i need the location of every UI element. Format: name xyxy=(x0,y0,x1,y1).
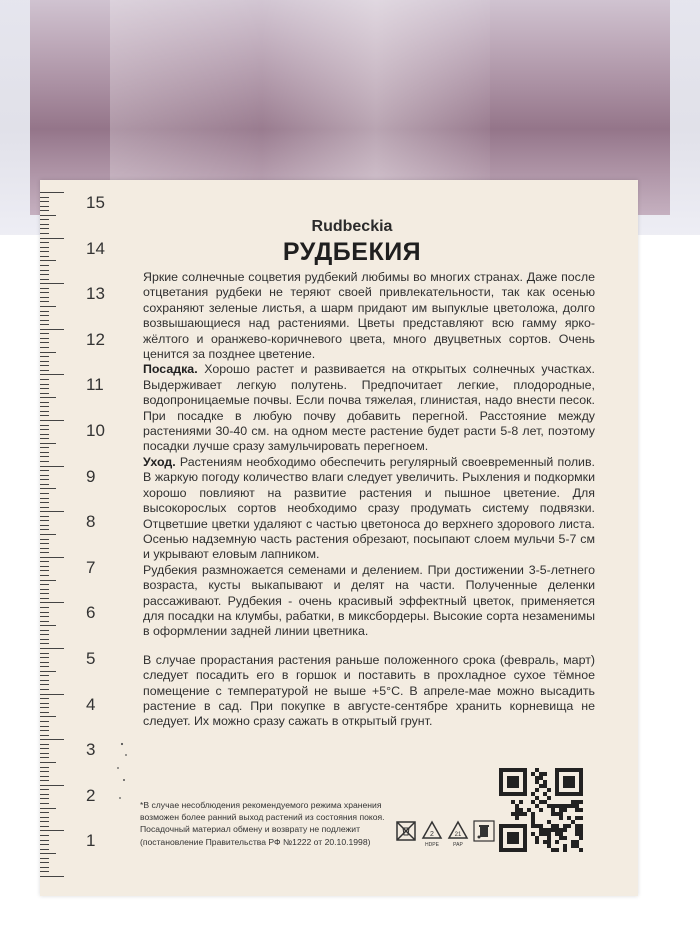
ruler-tick xyxy=(40,370,49,371)
footnote-return: Посадочный материал обмену и возврату не подлежит (постановление Правительства РФ №1222 от 20.10.1998) xyxy=(140,824,371,847)
ruler-number: 5 xyxy=(86,649,96,668)
ruler-tick xyxy=(40,242,49,243)
ruler-tick xyxy=(40,612,49,613)
ruler-tick xyxy=(40,721,49,722)
ruler-tick xyxy=(40,849,49,850)
footnote xyxy=(140,799,395,848)
ruler-tick xyxy=(40,452,49,453)
ruler-number: 13 xyxy=(86,284,105,304)
ruler-number: 2 xyxy=(86,785,96,805)
ruler-tick xyxy=(40,456,49,457)
ruler-tick xyxy=(40,393,49,394)
ruler-tick xyxy=(40,680,49,681)
ruler-tick xyxy=(40,543,49,544)
ruler-tick xyxy=(40,324,49,325)
ruler-tick xyxy=(40,260,56,261)
planting-text: Хорошо растет и развивается на открытых солнечных участках. Выдерживает легкую полутень. Предпочитает легкие, плодородные, водопроницаемые почвы. Если почва тяжелая, глинистая, надо внести песок. При посадке в любую почву добавить перегной. Расстояние между растениями 30-40 см. на одном месте растение будет расти 5-8 лет, поэтому посадки лучше сразу замульчировать перегноем. xyxy=(143,362,595,454)
ruler-tick xyxy=(40,219,49,220)
ruler-tick xyxy=(40,502,49,503)
ruler-number: 4 xyxy=(86,694,96,714)
ruler-tick xyxy=(40,238,64,239)
ruler-tick xyxy=(40,356,49,357)
ruler-tick xyxy=(40,274,49,275)
ruler-tick xyxy=(40,292,49,293)
ruler-tick xyxy=(40,621,49,622)
ruler-tick xyxy=(40,283,64,284)
ruler-tick xyxy=(40,420,64,421)
ruler-tick xyxy=(40,598,49,599)
ruler-tick xyxy=(40,498,49,499)
page-title: РУДБЕКИЯ xyxy=(282,238,422,266)
ruler-tick xyxy=(40,402,49,403)
ruler-tick xyxy=(40,233,49,234)
packaging-icons xyxy=(395,820,495,850)
ruler-tick xyxy=(40,867,49,868)
ruler-tick xyxy=(40,858,49,859)
ruler-tick xyxy=(40,561,49,562)
ruler-tick xyxy=(40,798,49,799)
recycle-hdpe-icon xyxy=(421,820,443,842)
ruler-tick xyxy=(40,461,49,462)
ruler-tick xyxy=(40,703,49,704)
ruler-tick xyxy=(40,744,49,745)
ruler-tick xyxy=(40,443,56,444)
hdpe-label: HDPE xyxy=(425,842,439,848)
ruler-tick xyxy=(40,347,49,348)
ruler-tick xyxy=(40,529,49,530)
ruler-tick xyxy=(40,570,49,571)
recycle-pap-icon xyxy=(447,820,469,842)
ruler-tick xyxy=(40,698,49,699)
ruler-tick xyxy=(40,616,49,617)
ruler-tick xyxy=(40,511,64,512)
ruler-tick xyxy=(40,256,49,257)
ruler-tick xyxy=(40,338,49,339)
ruler-number: 6 xyxy=(86,603,96,623)
ruler-tick xyxy=(40,757,49,758)
ruler-tick xyxy=(40,657,49,658)
ruler-number: 14 xyxy=(86,238,105,258)
ruler-tick xyxy=(40,566,49,567)
description: Яркие солнечные соцветия рудбекий любимы во многих странах. Даже после отцветания рудбеки не теряют своей привлекательности, так как осенью сохраняют зеленые листья, а шарм придают им выпуклые цветоложа, долго возвышающиеся над растениями. Цветы представляют всю гамму ярко-жёлтого и оранжево-коричневого цвета, много двуцветных сортов. Очень ценится за позднее цветение. xyxy=(143,270,595,362)
care-text: Растениям необходимо обеспечить регулярный своевременный полив. В жаркую погоду количество влаги следует увеличить. Рыхления и подкормки хорошо повлияют на развитие растения и пышное цветение. Для высокорослых сортов необходимо сразу продумать систему подвязки. Отцветшие цветки удаляют с частью цветоноса до верхнего здорового листа. Осенью надземную часть растения обрезают, посыпают слоем мульчи 5-7 см и укрывают еловым лапником. xyxy=(143,454,595,562)
ruler-tick xyxy=(40,479,49,480)
plastic-fold xyxy=(110,0,490,190)
ruler-tick xyxy=(40,525,49,526)
qr-code xyxy=(499,768,583,852)
ruler-tick xyxy=(40,653,49,654)
body-text xyxy=(143,270,595,730)
ruler-tick xyxy=(40,625,56,626)
ruler-tick xyxy=(40,411,49,412)
ruler-number: 15 xyxy=(86,193,105,212)
ruler-tick xyxy=(40,844,49,845)
ruler-number: 8 xyxy=(86,512,96,532)
ruler-tick xyxy=(40,548,49,549)
ruler-tick xyxy=(40,215,56,216)
ruler-tick xyxy=(40,853,56,854)
planting-label: Посадка. xyxy=(143,362,198,377)
ruler-tick xyxy=(40,288,49,289)
ruler-tick xyxy=(40,830,64,831)
ruler-number: 1 xyxy=(86,831,96,851)
ruler-tick xyxy=(40,643,49,644)
ruler-tick xyxy=(40,589,49,590)
ruler-number: 9 xyxy=(86,466,96,486)
ruler-tick xyxy=(40,580,56,581)
ruler-tick xyxy=(40,311,49,312)
ruler-tick xyxy=(40,438,49,439)
ruler-tick xyxy=(40,835,49,836)
ruler-number: 12 xyxy=(86,329,105,349)
ruler-tick xyxy=(40,730,49,731)
ruler-tick xyxy=(40,488,56,489)
ruler-tick xyxy=(40,648,64,649)
ruler-tick xyxy=(40,484,49,485)
ruler-tick xyxy=(40,671,56,672)
ruler-tick xyxy=(40,425,49,426)
ruler-tick xyxy=(40,320,49,321)
ruler-tick xyxy=(40,429,49,430)
ruler-tick xyxy=(40,406,49,407)
ruler-tick xyxy=(40,726,49,727)
ruler-tick xyxy=(40,753,49,754)
ruler-tick xyxy=(40,384,49,385)
ruler-tick xyxy=(40,197,49,198)
ruler-tick xyxy=(40,539,49,540)
pap-label: PAP xyxy=(453,842,463,848)
ruler-tick xyxy=(40,224,49,225)
footnote-storage: *В случае несоблюдения рекомендуемого режима хранения возможен более ранний выход растений из состояния покоя. xyxy=(140,800,385,823)
ruler-tick xyxy=(40,466,64,467)
ruler-tick xyxy=(40,210,49,211)
ruler-tick xyxy=(40,415,49,416)
ruler-tick xyxy=(40,470,49,471)
ruler-tick xyxy=(40,333,49,334)
ruler-tick xyxy=(40,716,56,717)
ruler-tick xyxy=(40,270,49,271)
no-food-contact-icon xyxy=(395,820,417,842)
ruler-tick xyxy=(40,767,49,768)
ruler-tick xyxy=(40,352,56,353)
ruler-tick xyxy=(40,817,49,818)
ruler-tick xyxy=(40,748,49,749)
ruler-tick xyxy=(40,771,49,772)
ruler-tick xyxy=(40,739,64,740)
ruler-tick xyxy=(40,639,49,640)
ruler-tick xyxy=(40,557,64,558)
ruler-tick xyxy=(40,342,49,343)
ruler-number: 11 xyxy=(86,375,104,395)
care-paragraph xyxy=(143,455,595,563)
ruler-tick xyxy=(40,593,49,594)
ruler-tick xyxy=(40,812,49,813)
ruler-tick xyxy=(40,808,56,809)
ruler-tick xyxy=(40,762,56,763)
ruler-tick xyxy=(40,789,49,790)
ruler-tick xyxy=(40,388,49,389)
ruler-tick xyxy=(40,297,49,298)
ruler-tick xyxy=(40,840,49,841)
ruler-tick xyxy=(40,306,56,307)
ruler-tick xyxy=(40,662,49,663)
ruler-tick xyxy=(40,607,49,608)
storage-paragraph: В случае прорастания растения раньше положенного срока (февраль, март) следует посадить его в горшок и поставить в прохладное сухое тёмное помещение с температурой не выше +5°С. В апреле-мае можно высадить растение в сад. При покупке в августе-сентябре хранить корневища не следует. Их можно сразу сажать в открытый грунт. xyxy=(143,652,595,729)
ruler-tick xyxy=(40,247,49,248)
ruler-tick xyxy=(40,507,49,508)
ruler-tick xyxy=(40,602,64,603)
ruler-tick xyxy=(40,689,49,690)
ruler-tick xyxy=(40,666,49,667)
ruler xyxy=(40,180,110,896)
ruler-tick xyxy=(40,862,49,863)
ruler-tick xyxy=(40,493,49,494)
ruler-tick xyxy=(40,876,64,877)
ruler-tick xyxy=(40,301,49,302)
ruler-tick xyxy=(40,821,49,822)
ruler-tick xyxy=(40,707,49,708)
ruler-tick xyxy=(40,434,49,435)
ruler-tick xyxy=(40,315,49,316)
ruler-tick xyxy=(40,735,49,736)
ruler-number: 3 xyxy=(86,740,96,760)
ruler-tick xyxy=(40,803,49,804)
ruler-tick xyxy=(40,534,56,535)
propagation-paragraph: Рудбекия размножается семенами и делением. При достижении 3-5-летнего возраста, кусты выкапывают и делят на части. Полученные деленки рассаживают. Рудбекия - очень красивый эффектный цветок, применяется для посадки на клумбы, рабатки, в миксбордеры. Высокие сорта незаменимы в оформлении задней линии цветника. xyxy=(143,562,595,639)
ruler-tick xyxy=(40,694,64,695)
ruler-tick xyxy=(40,826,49,827)
ruler-tick xyxy=(40,675,49,676)
ruler-tick xyxy=(40,201,49,202)
ruler-tick xyxy=(40,871,49,872)
ruler-tick xyxy=(40,630,49,631)
ruler-tick xyxy=(40,379,49,380)
care-label: Уход. xyxy=(143,454,176,469)
ruler-tick xyxy=(40,785,64,786)
ruler-tick xyxy=(40,776,49,777)
ruler-tick xyxy=(40,780,49,781)
planting-paragraph xyxy=(143,362,595,454)
ruler-tick xyxy=(40,552,49,553)
ruler-tick xyxy=(40,684,49,685)
ruler-number: 10 xyxy=(86,421,105,440)
ruler-tick xyxy=(40,365,49,366)
ruler-tick xyxy=(40,520,49,521)
ruler-tick xyxy=(40,206,49,207)
ruler-tick xyxy=(40,397,56,398)
ruler-tick xyxy=(40,251,49,252)
ruler-tick xyxy=(40,794,49,795)
ruler-tick xyxy=(40,584,49,585)
trash-bin-icon xyxy=(473,820,495,842)
ruler-tick xyxy=(40,447,49,448)
ruler-tick xyxy=(40,228,49,229)
latin-name: Rudbeckia xyxy=(311,218,393,235)
ruler-tick xyxy=(40,634,49,635)
ruler-tick xyxy=(40,192,64,193)
ruler-tick xyxy=(40,361,49,362)
svg-text:21: 21 xyxy=(454,832,462,838)
ruler-tick xyxy=(40,265,49,266)
print-specks xyxy=(108,740,138,810)
ruler-tick xyxy=(40,575,49,576)
ruler-tick xyxy=(40,712,49,713)
ruler-tick xyxy=(40,329,64,330)
ruler-tick xyxy=(40,516,49,517)
ruler-tick xyxy=(40,475,49,476)
ruler-tick xyxy=(40,374,64,375)
ruler-number: 7 xyxy=(86,557,96,577)
ruler-tick xyxy=(40,279,49,280)
svg-text:2: 2 xyxy=(430,831,434,838)
